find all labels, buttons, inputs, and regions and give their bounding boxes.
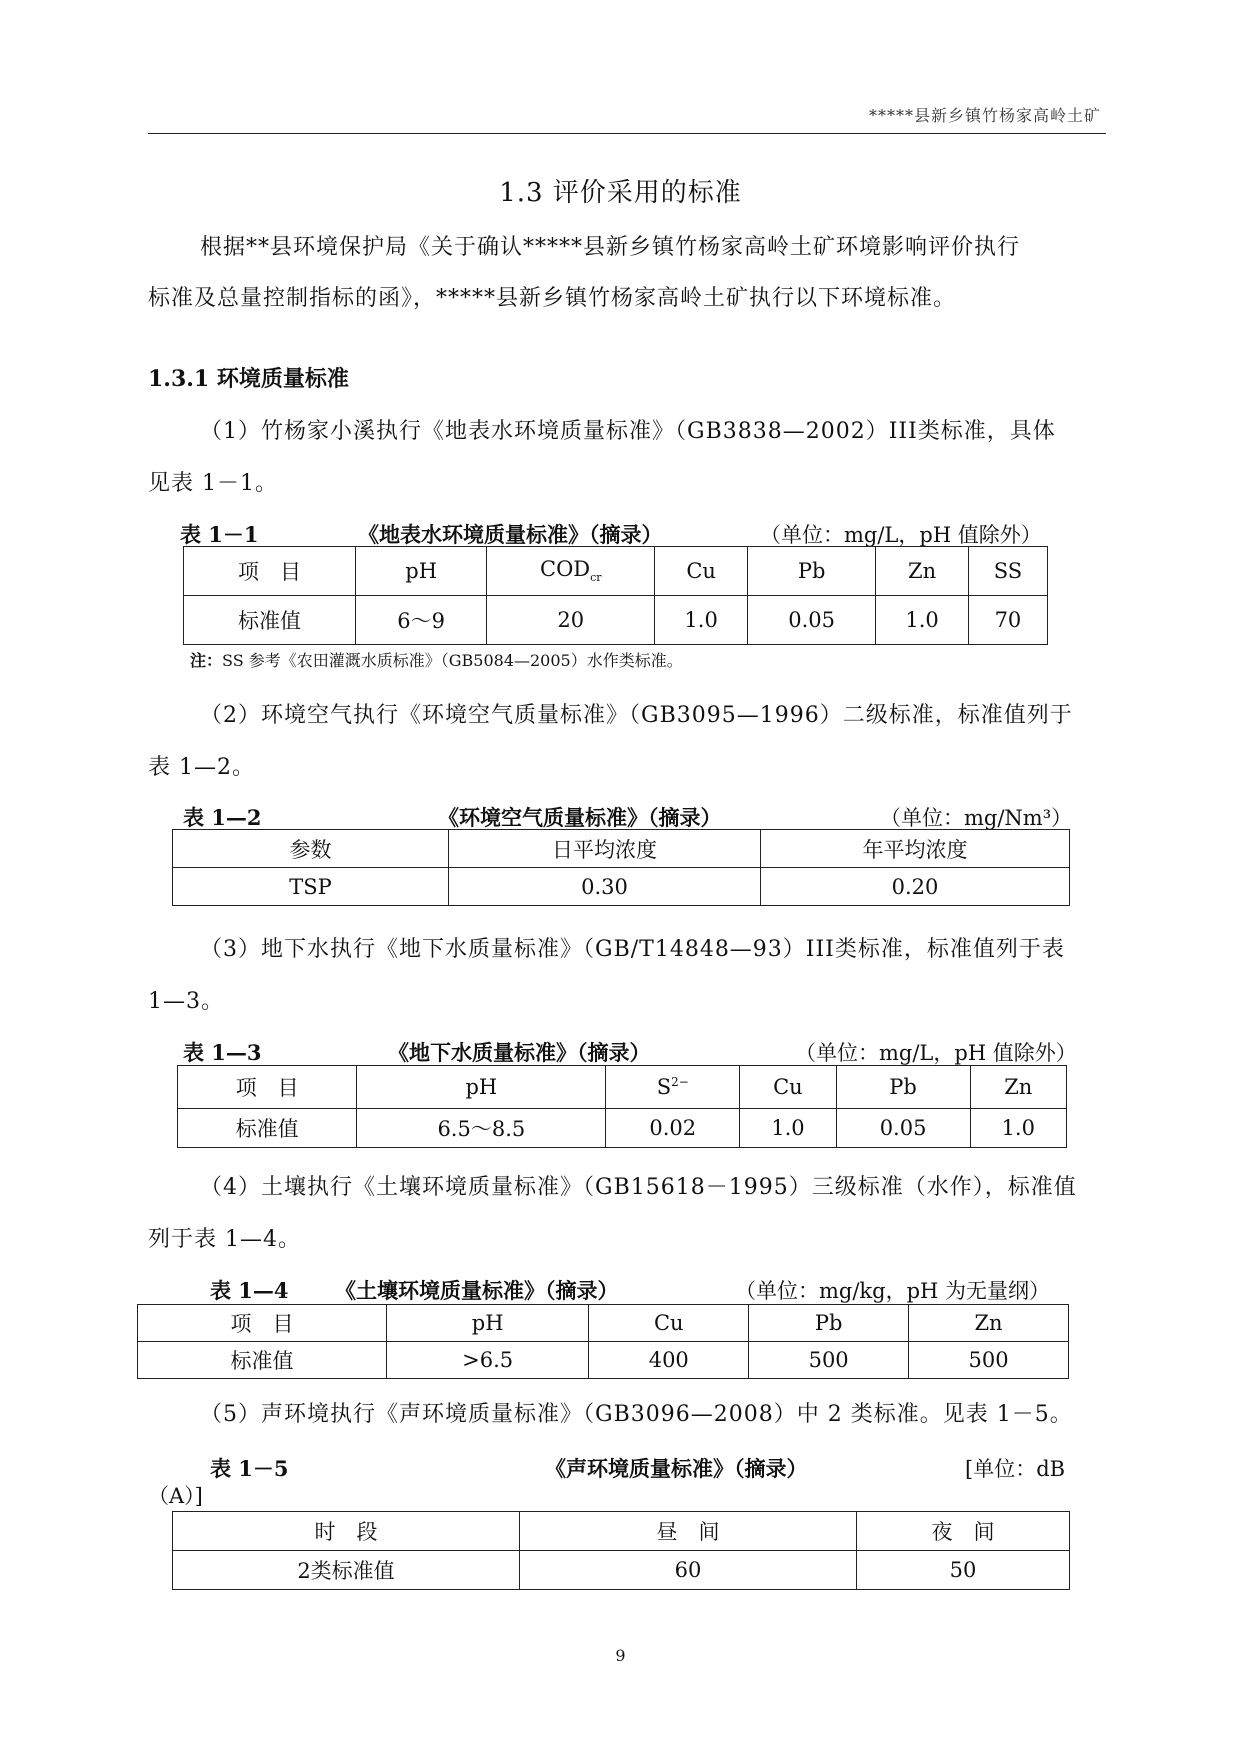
table1-number: 表 1－1 xyxy=(180,522,259,547)
intro-paragraph-line-1: 根据**县环境保护局《关于确认*****县新乡镇竹杨家高岭土矿环境影响评价执行 xyxy=(200,235,1021,260)
header-rule xyxy=(148,133,1106,134)
table1-value-ph: 6～9 xyxy=(356,596,487,645)
table3-value-ph: 6.5～8.5 xyxy=(357,1109,606,1148)
table5-value-label: 2类标准值 xyxy=(173,1551,520,1590)
running-header: *****县新乡镇竹杨家高岭土矿 xyxy=(868,106,1101,125)
table1-unit: （单位：mg/L，pH 值除外） xyxy=(760,523,1042,547)
table1-value-pb: 0.05 xyxy=(747,596,875,645)
item1-line-2: 见表 1－1。 xyxy=(148,471,278,496)
table5-unit: [单位：dB xyxy=(965,1457,1066,1481)
table1-header-pb: Pb xyxy=(747,547,875,596)
table4-value-ph: >6.5 xyxy=(387,1342,589,1379)
item5-line-1: （5）声环境执行《声环境质量标准》（GB3096—2008）中 2 类标准。见表 1－5。 xyxy=(200,1402,1073,1427)
table2-header-daily: 日平均浓度 xyxy=(449,830,761,868)
table1-header-item: 项 目 xyxy=(184,547,356,596)
table4 xyxy=(137,1304,1069,1379)
table3-header-ph: pH xyxy=(357,1066,606,1109)
table1-value-zn: 1.0 xyxy=(876,596,969,645)
table4-header-cu: Cu xyxy=(589,1305,749,1342)
table5-header-night: 夜 间 xyxy=(857,1512,1070,1551)
section-title: 1.3 评价采用的标准 xyxy=(499,178,742,208)
table1-title: 《地表水环境质量标准》（摘录） xyxy=(358,522,663,547)
table1-header-cu: Cu xyxy=(655,547,748,596)
table5-number: 表 1－5 xyxy=(210,1456,289,1481)
table5-value-night: 50 xyxy=(857,1551,1070,1590)
table3-value-cu: 1.0 xyxy=(740,1109,836,1148)
table5-unit-cont: （A）] xyxy=(148,1484,203,1508)
table4-value-cu: 400 xyxy=(589,1342,749,1379)
table4-header-pb: Pb xyxy=(749,1305,909,1342)
table3 xyxy=(177,1065,1067,1148)
item2-line-1: （2）环境空气执行《环境空气质量标准》（GB3095—1996）二级标准，标准值列于 xyxy=(200,703,1073,728)
table1-value-label: 标准值 xyxy=(184,596,356,645)
table3-value-zn: 1.0 xyxy=(970,1109,1066,1148)
table2-value-param: TSP xyxy=(173,868,449,906)
table2-header-annual: 年平均浓度 xyxy=(761,830,1070,868)
item2-line-2: 表 1—2。 xyxy=(148,755,255,780)
table3-header-pb: Pb xyxy=(836,1066,970,1109)
table1-value-cod: 20 xyxy=(487,596,655,645)
table1-note: 注：SS 参考《农田灌溉水质标准》（GB5084—2005）水作类标准。 xyxy=(190,651,683,670)
table1-header-cod: $COD_{cr}$ xyxy=(487,547,655,596)
table3-unit: （单位：mg/L，pH 值除外） xyxy=(795,1041,1077,1065)
item4-line-1: （4）土壤执行《土壤环境质量标准》（GB15618－1995）三级标准（水作），标准值 xyxy=(200,1175,1077,1200)
table3-value-label: 标准值 xyxy=(178,1109,357,1148)
table5-header-period: 时 段 xyxy=(173,1512,520,1551)
table2 xyxy=(172,829,1070,906)
table3-header-cu: Cu xyxy=(740,1066,836,1109)
table3-number: 表 1—3 xyxy=(183,1040,262,1065)
table1-header-zn: Zn xyxy=(876,547,969,596)
subsection-title: 1.3.1 环境质量标准 xyxy=(148,366,349,392)
table2-value-daily: 0.30 xyxy=(449,868,761,906)
page-number: 9 xyxy=(615,1646,626,1665)
table5-title: 《声环境质量标准》（摘录） xyxy=(545,1456,808,1481)
table5 xyxy=(172,1511,1070,1590)
table1-value-ss: 70 xyxy=(968,596,1047,645)
table4-value-pb: 500 xyxy=(749,1342,909,1379)
table5-header-day: 昼 间 xyxy=(520,1512,857,1551)
table2-number: 表 1—2 xyxy=(183,805,262,830)
intro-paragraph-line-2: 标准及总量控制指标的函》，*****县新乡镇竹杨家高岭土矿执行以下环境标准。 xyxy=(148,286,957,311)
table5-value-day: 60 xyxy=(520,1551,857,1590)
table3-header-zn: Zn xyxy=(970,1066,1066,1109)
table4-title: 《土壤环境质量标准》（摘录） xyxy=(335,1278,619,1303)
table4-value-zn: 500 xyxy=(909,1342,1069,1379)
table4-header-zn: Zn xyxy=(909,1305,1069,1342)
table2-title: 《环境空气质量标准》（摘录） xyxy=(438,805,722,830)
table3-header-sulfide: $S^{2-}$ xyxy=(606,1066,740,1109)
table4-value-label: 标准值 xyxy=(138,1342,387,1379)
table4-unit: （单位：mg/kg，pH 为无量纲） xyxy=(735,1279,1051,1303)
table4-number: 表 1—4 xyxy=(210,1278,289,1303)
table3-value-pb: 0.05 xyxy=(836,1109,970,1148)
item4-line-2: 列于表 1—4。 xyxy=(148,1227,301,1252)
table2-header-param: 参数 xyxy=(173,830,449,868)
table1-header-ss: SS xyxy=(968,547,1047,596)
table3-title: 《地下水质量标准》（摘录） xyxy=(388,1040,651,1065)
table3-header-item: 项 目 xyxy=(178,1066,357,1109)
item1-line-1: （1）竹杨家小溪执行《地表水环境质量标准》（GB3838—2002）III类标准，具体 xyxy=(200,419,1056,444)
table4-header-item: 项 目 xyxy=(138,1305,387,1342)
table3-value-sulfide: 0.02 xyxy=(606,1109,740,1148)
table1 xyxy=(183,546,1048,645)
table1-value-cu: 1.0 xyxy=(655,596,748,645)
table4-header-ph: pH xyxy=(387,1305,589,1342)
table1-header-ph: pH xyxy=(356,547,487,596)
item3-line-1: （3）地下水执行《地下水质量标准》（GB/T14848—93）III类标准，标准值列于表 xyxy=(200,937,1065,962)
table2-unit: （单位：mg/Nm³） xyxy=(880,806,1073,830)
table2-value-annual: 0.20 xyxy=(761,868,1070,906)
item3-line-2: 1—3。 xyxy=(148,989,224,1014)
